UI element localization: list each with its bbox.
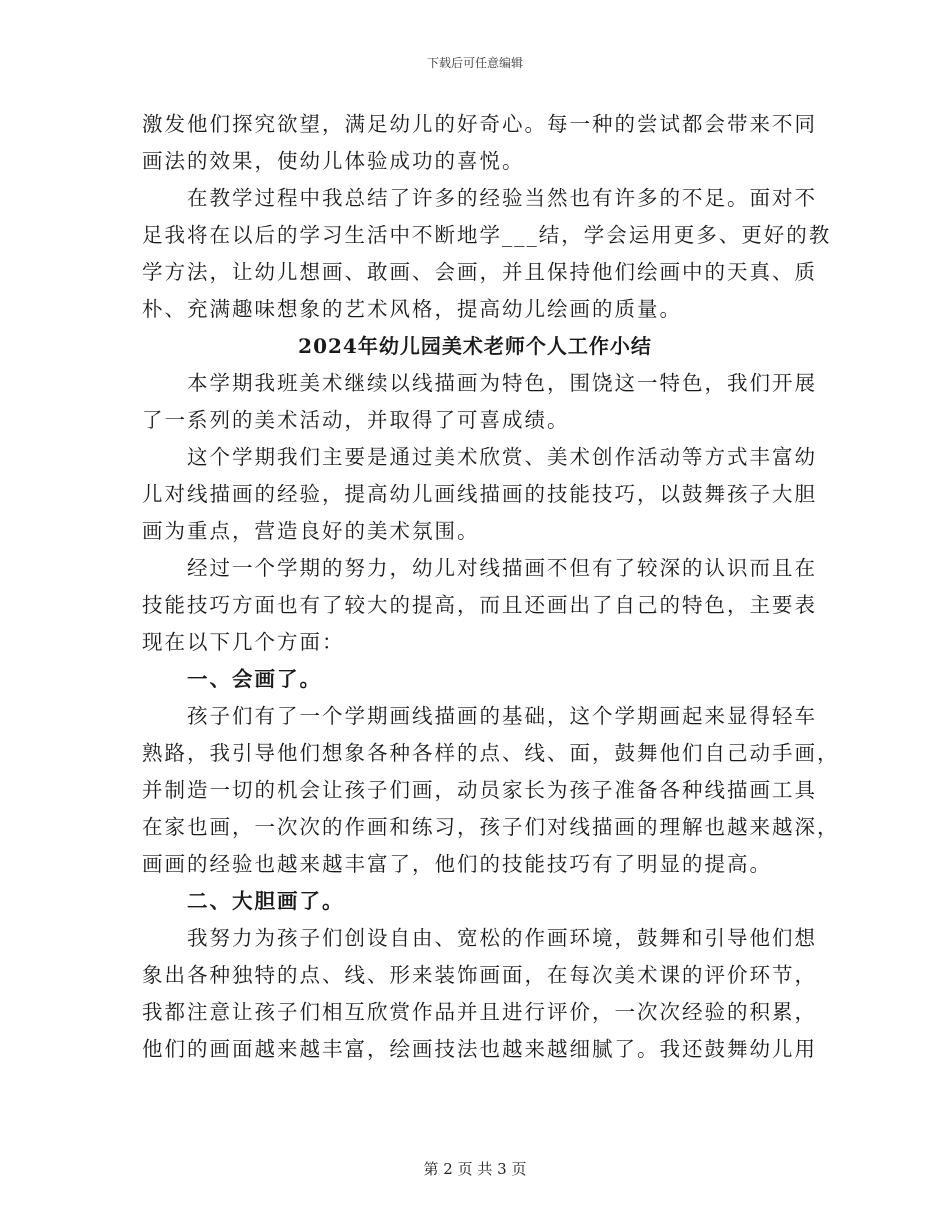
paragraph-line: 技能技巧方面也有了较大的提高，而且还画出了自己的特色，主要表 xyxy=(142,593,817,617)
paragraph-line: 在家也画，一次次的作画和练习，孩子们对线描画的理解也越来越深， xyxy=(142,815,840,839)
section-title: 2024年幼儿园美术老师个人工作小结 xyxy=(298,334,652,358)
paragraph-line: 激发他们探究欲望，满足幼儿的好奇心。每一种的尝试都会带来不同 xyxy=(142,112,817,136)
subsection-heading: 二、大胆画了。 xyxy=(187,889,345,913)
paragraph-line: 画法的效果，使幼儿体验成功的喜悦。 xyxy=(142,149,525,173)
paragraph-line: 这个学期我们主要是通过美术欣赏、美术创作活动等方式丰富幼 xyxy=(187,445,817,469)
paragraph-line: 了一系列的美术活动，并取得了可喜成绩。 xyxy=(142,408,570,432)
paragraph-line: 学方法，让幼儿想画、敢画、会画，并且保持他们绘画中的天真、质 xyxy=(142,260,817,284)
paragraph-line: 画为重点，营造良好的美术氛围。 xyxy=(142,519,480,543)
paragraph-line: 现在以下几个方面： xyxy=(142,630,345,654)
paragraph-line: 朴、充满趣味想象的艺术风格，提高幼儿绘画的质量。 xyxy=(142,297,682,321)
paragraph-line: 并制造一切的机会让孩子们画，动员家长为孩子准备各种线描画工具 xyxy=(142,778,817,802)
paragraph-line: 在教学过程中我总结了许多的经验当然也有许多的不足。面对不 xyxy=(187,186,817,210)
paragraph-line: 经过一个学期的努力，幼儿对线描画不但有了较深的认识而且在 xyxy=(187,556,817,580)
paragraph-line: 孩子们有了一个学期画线描画的基础，这个学期画起来显得轻车 xyxy=(187,704,817,728)
page-number: 第 2 页 共 3 页 xyxy=(423,1160,527,1178)
paragraph-line: 足我将在以后的学习生活中不断地学___结，学会运用更多、更好的教 xyxy=(142,223,832,247)
page-header: 下载后可任意编辑 xyxy=(426,56,523,70)
paragraph-line: 熟路，我引导他们想象各种各样的点、线、面，鼓舞他们自己动手画， xyxy=(142,741,840,765)
document-body xyxy=(142,106,840,1068)
subsection-heading: 一、会画了。 xyxy=(187,667,322,691)
paragraph-line: 本学期我班美术继续以线描画为特色，围饶这一特色，我们开展 xyxy=(187,371,817,395)
paragraph-line: 儿对线描画的经验，提高幼儿画线描画的技能技巧，以鼓舞孩子大胆 xyxy=(142,482,817,506)
paragraph-line: 画画的经验也越来越丰富了，他们的技能技巧有了明显的提高。 xyxy=(142,852,772,876)
paragraph-line: 我都注意让孩子们相互欣赏作品并且进行评价，一次次经验的积累， xyxy=(142,1000,817,1024)
paragraph-line: 我努力为孩子们创设自由、宽松的作画环境，鼓舞和引导他们想 xyxy=(187,926,817,950)
paragraph-line: 他们的画面越来越丰富，绘画技法也越来越细腻了。我还鼓舞幼儿用 xyxy=(142,1037,817,1061)
paragraph-line: 象出各种独特的点、线、形来装饰画面，在每次美术课的评价环节， xyxy=(142,963,817,987)
